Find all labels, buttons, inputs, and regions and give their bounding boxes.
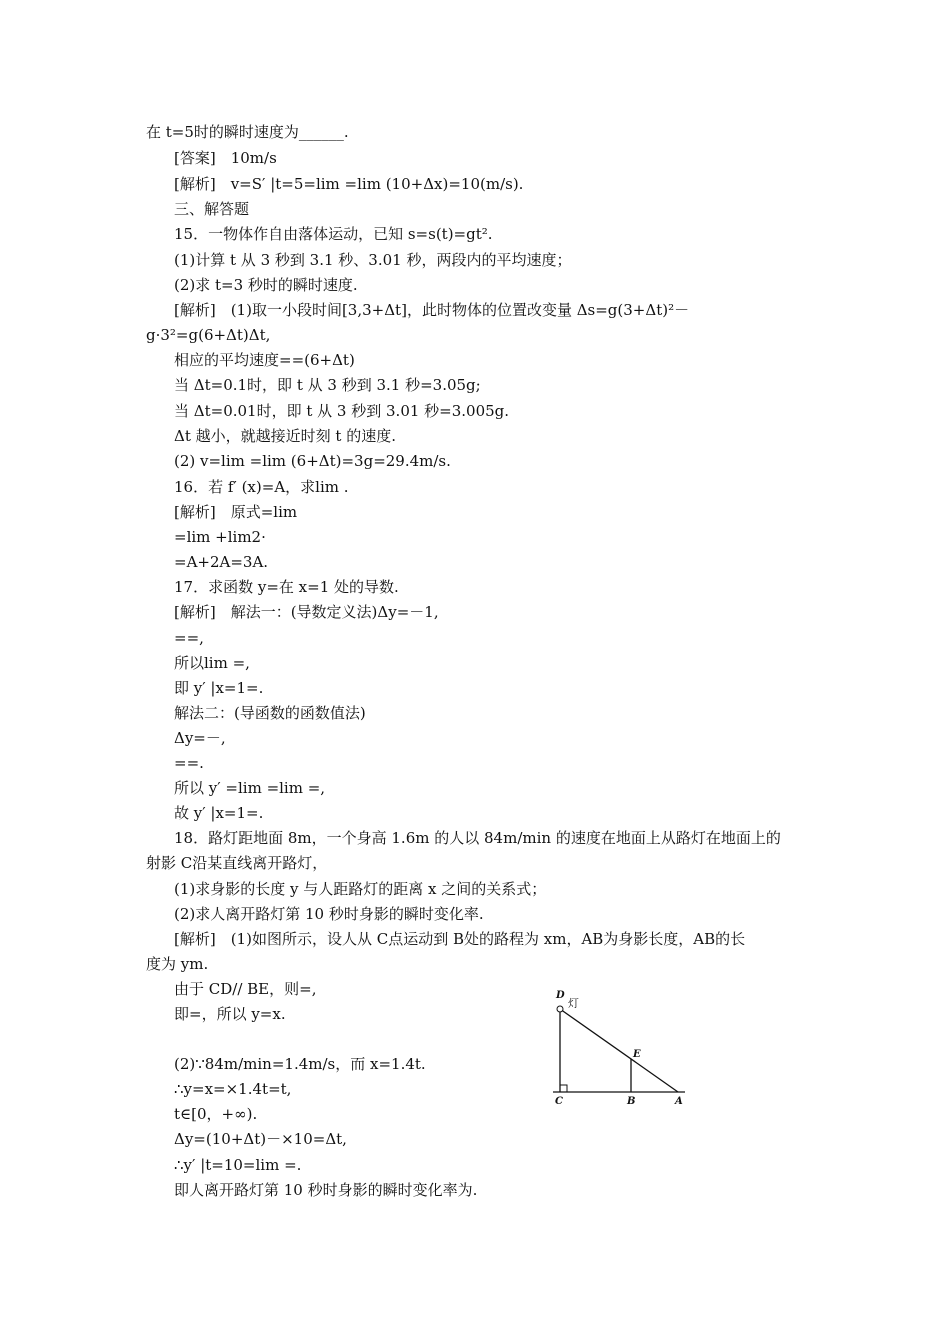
text-line: 故 y′ |x=1=. [174, 804, 264, 822]
geometry-diagram [545, 986, 695, 1111]
text-line: [解析] 解法一：(导数定义法)Δy=－1, [174, 603, 439, 621]
text-line: t∈[0，+∞). [174, 1105, 258, 1123]
text-line: [答案] 10m/s [174, 149, 277, 167]
text-line: 当 Δt=0.1时，即 t 从 3 秒到 3.1 秒=3.05g; [174, 376, 481, 394]
label-e: E [633, 1049, 641, 1060]
right-angle-mark [560, 1085, 567, 1092]
text-line: (2)求人离开路灯第 10 秒时身影的瞬时变化率. [174, 905, 484, 923]
text-line: g·3²=g(6+Δt)Δt, [146, 326, 271, 344]
text-line: 即=，所以 y=x. [174, 1005, 286, 1023]
text-line: (2)∵84m/min=1.4m/s，而 x=1.4t. [174, 1055, 426, 1073]
text-line: ==. [174, 754, 204, 772]
text-line: 所以 y′ =lim =lim =, [174, 779, 326, 797]
text-line: 在 t=5时的瞬时速度为______. [146, 123, 349, 141]
text-line: (2) v=lim =lim (6+Δt)=3g=29.4m/s. [174, 452, 451, 470]
text-line: Δt 越小，就越接近时刻 t 的速度. [174, 427, 396, 445]
text-line: Δy=(10+Δt)－×10=Δt, [174, 1130, 347, 1148]
text-line: [解析] (1)取一小段时间[3,3+Δt]，此时物体的位置改变量 Δs=g(3+Δt)²－ [174, 301, 690, 319]
problem-15-title: 15．一物体作自由落体运动，已知 s=s(t)=gt². [174, 225, 493, 243]
lamp-shadow-figure [545, 986, 695, 1111]
text-line: ==, [174, 629, 204, 647]
text-line: [解析] v=S′ |t=5=lim =lim (10+Δx)=10(m/s). [174, 175, 524, 193]
text-line: ∴y′ |t=10=lim =. [174, 1156, 302, 1174]
lamp-icon [557, 1006, 563, 1012]
text-line: 度为 ym. [146, 955, 209, 973]
text-line: 即人离开路灯第 10 秒时身影的瞬时变化率为. [174, 1181, 478, 1199]
text-line: 当 Δt=0.01时，即 t 从 3 秒到 3.01 秒=3.005g. [174, 402, 510, 420]
light-ray-da [560, 1009, 678, 1092]
text-line: 由于 CD// BE，则=, [174, 980, 317, 998]
text-line: (1)计算 t 从 3 秒到 3.1 秒、3.01 秒，两段内的平均速度； [174, 251, 572, 269]
text-line: (2)求 t=3 秒时的瞬时速度. [174, 276, 358, 294]
text-line: 相应的平均速度==(6+Δt) [174, 351, 355, 369]
text-line: =A+2A=3A. [174, 553, 269, 571]
text-line: 即 y′ |x=1=. [174, 679, 264, 697]
problem-17-title: 17．求函数 y=在 x=1 处的导数. [174, 578, 399, 596]
problem-16-title: 16．若 f′ (x)=A，求lim . [174, 478, 349, 496]
text-line: ∴y=x=×1.4t=t, [174, 1080, 292, 1098]
text-line: 射影 C沿某直线离开路灯， [146, 854, 328, 872]
text-line: 所以lim =, [174, 654, 250, 672]
label-c: C [555, 1096, 563, 1107]
section-heading: 三、解答题 [174, 200, 250, 218]
problem-18-title: 18．路灯距地面 8m，一个身高 1.6m 的人以 84m/min 的速度在地面上从路灯在地面上的 [174, 829, 781, 847]
label-b: B [627, 1096, 636, 1107]
text-line: (1)求身影的长度 y 与人距路灯的距离 x 之间的关系式； [174, 880, 547, 898]
text-line: =lim +lim2· [174, 528, 266, 546]
text-line: Δy=－, [174, 729, 226, 747]
label-lamp: 灯 [568, 997, 579, 1010]
text-line: 解法二：(导函数的函数值法) [174, 704, 366, 722]
label-d: D [556, 990, 565, 1001]
text-line: [解析] 原式=lim [174, 503, 298, 521]
label-a: A [675, 1096, 683, 1107]
text-line: [解析] (1)如图所示，设人从 C点运动到 B处的路程为 xm，AB为身影长度，AB的长 [174, 930, 746, 948]
